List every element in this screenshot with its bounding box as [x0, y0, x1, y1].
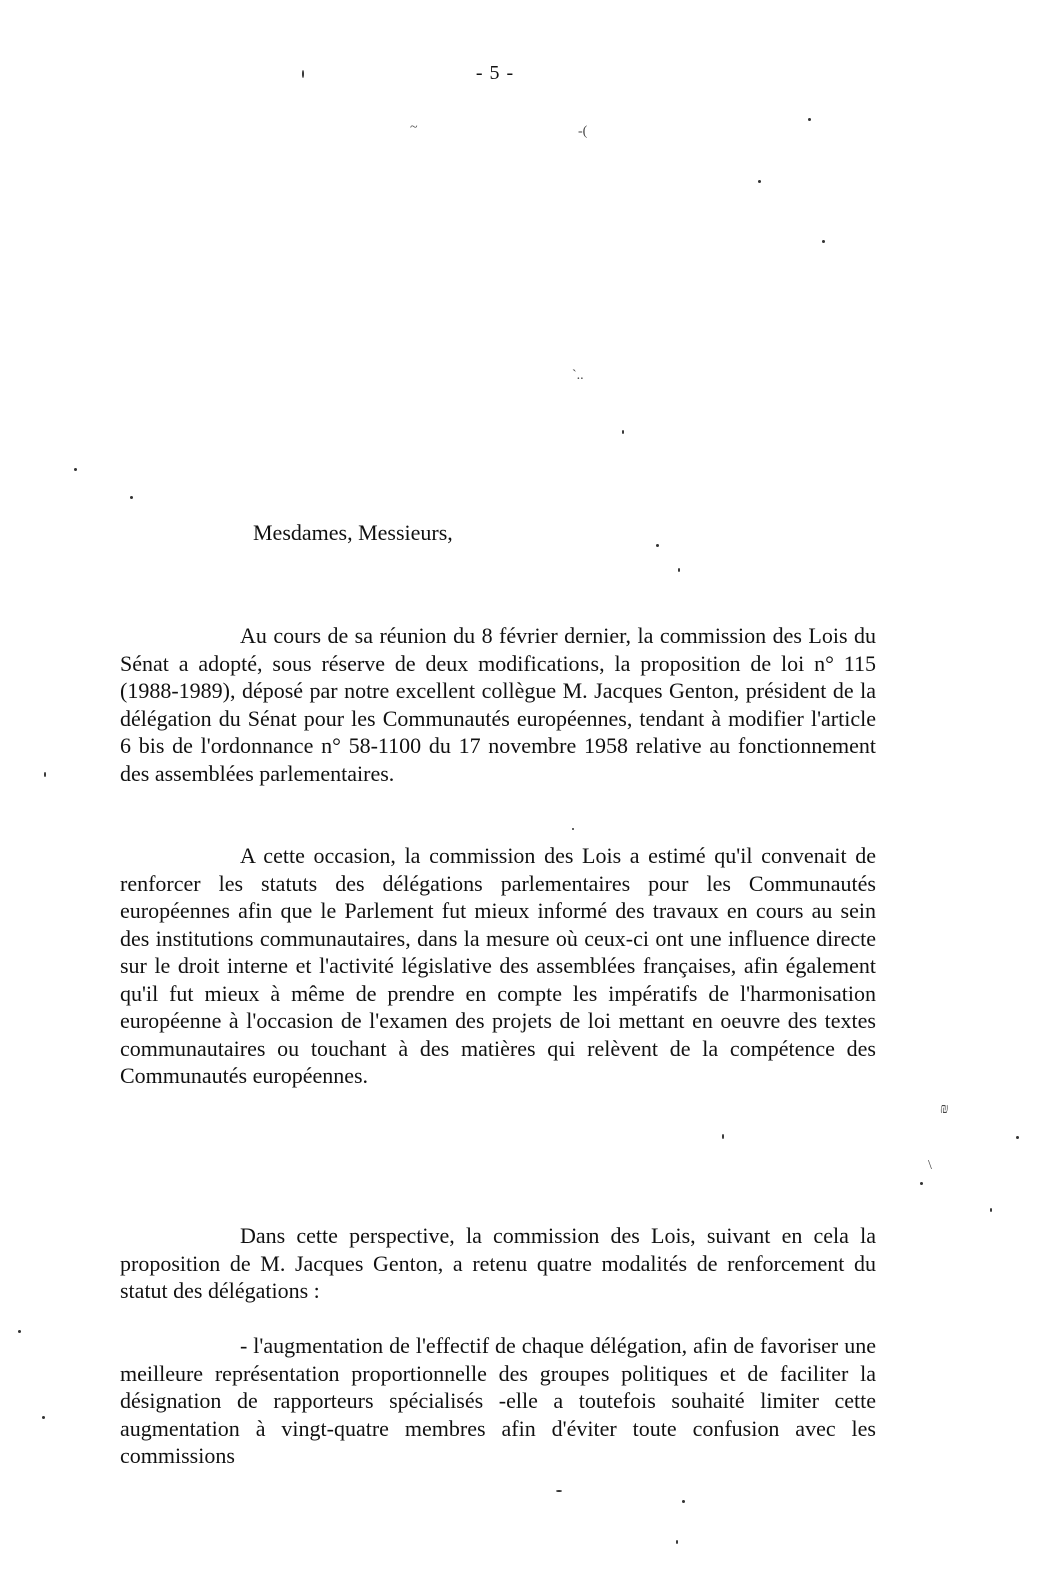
- scan-speck: [808, 118, 811, 121]
- page-number: - 5 -: [475, 62, 515, 84]
- paragraph-4: [120, 1332, 876, 1470]
- scan-speck: [572, 828, 574, 830]
- scan-speck: [682, 1500, 685, 1503]
- scan-speck: [1016, 1136, 1019, 1139]
- scan-speck: [758, 180, 761, 183]
- scan-speck: [556, 1490, 562, 1492]
- scan-speck: [42, 1416, 45, 1419]
- paragraph-1-text: Au cours de sa réunion du 8 février dernier, la commission des Lois du Sénat a adopté, sous réserve de deux modifications, la proposition de loi n° 115 (1988-1989), déposé par notre excellent collègue M. Jacques Genton, président de la délégation du Sénat pour les Communautés européennes, tendant à modifier l'article 6 bis de l'ordonnance n° 58-1100 du 17 novembre 1958 relative au fonctionnement des assemblées parlementaires.: [120, 623, 876, 786]
- paragraph-2-text: A cette occasion, la commission des Lois a estimé qu'il convenait de renforcer les statuts des délégations parlementaires pour les Communautés européennes afin que le Parlement fut mieux informé des travaux en cours au sein des institutions communautaires, dans la mesure où ceux-ci ont une influence directe sur le droit interne et l'activité législative des assemblées françaises, afin également qu'il fut mieux à même de prendre en compte les impératifs de l'harmonisation européenne à l'occasion de l'examen des projets de loi mettant en oeuvre des textes communautaires ou touchant à des matières qui relèvent de la compétence des Communautés européennes.: [120, 843, 876, 1088]
- paragraph-3-text: Dans cette perspective, la commission des Lois, suivant en cela la proposition de M. Jacques Genton, a retenu quatre modalités de renforcement du statut des délégations :: [120, 1223, 876, 1303]
- paragraph-2: [120, 842, 876, 1090]
- scan-mark: ₪: [940, 1102, 949, 1117]
- paragraph-4-text: - l'augmentation de l'effectif de chaque délégation, afin de favoriser une meilleure représentation proportionnelle des groupes politiques et de faciliter la désignation de rapporteurs spécialisés -elle a toutefois souhaité limiter cette augmentation à vingt-quatre membres afin d'éviter toute confusion avec les commissions: [120, 1333, 876, 1468]
- scan-speck: [74, 468, 77, 471]
- scan-speck: [44, 772, 46, 777]
- scan-mark: -(: [578, 124, 588, 139]
- salutation: Mesdames, Messieurs,: [253, 520, 453, 545]
- scan-speck: [676, 1540, 678, 1544]
- scan-speck: [656, 544, 659, 547]
- scan-speck: [990, 1208, 992, 1212]
- scan-speck: [678, 568, 680, 572]
- scan-speck: [130, 496, 133, 499]
- paragraph-1: [120, 622, 876, 787]
- scan-mark: \: [928, 1158, 932, 1173]
- scan-mark: `..: [572, 368, 584, 383]
- scan-mark: ~: [410, 120, 418, 135]
- scan-speck: [722, 1134, 724, 1139]
- scan-speck: [920, 1182, 923, 1185]
- scan-speck: [822, 240, 825, 243]
- scan-speck: [622, 430, 624, 434]
- scan-speck: [302, 70, 304, 78]
- paragraph-3: [120, 1222, 876, 1305]
- scan-speck: [18, 1330, 21, 1333]
